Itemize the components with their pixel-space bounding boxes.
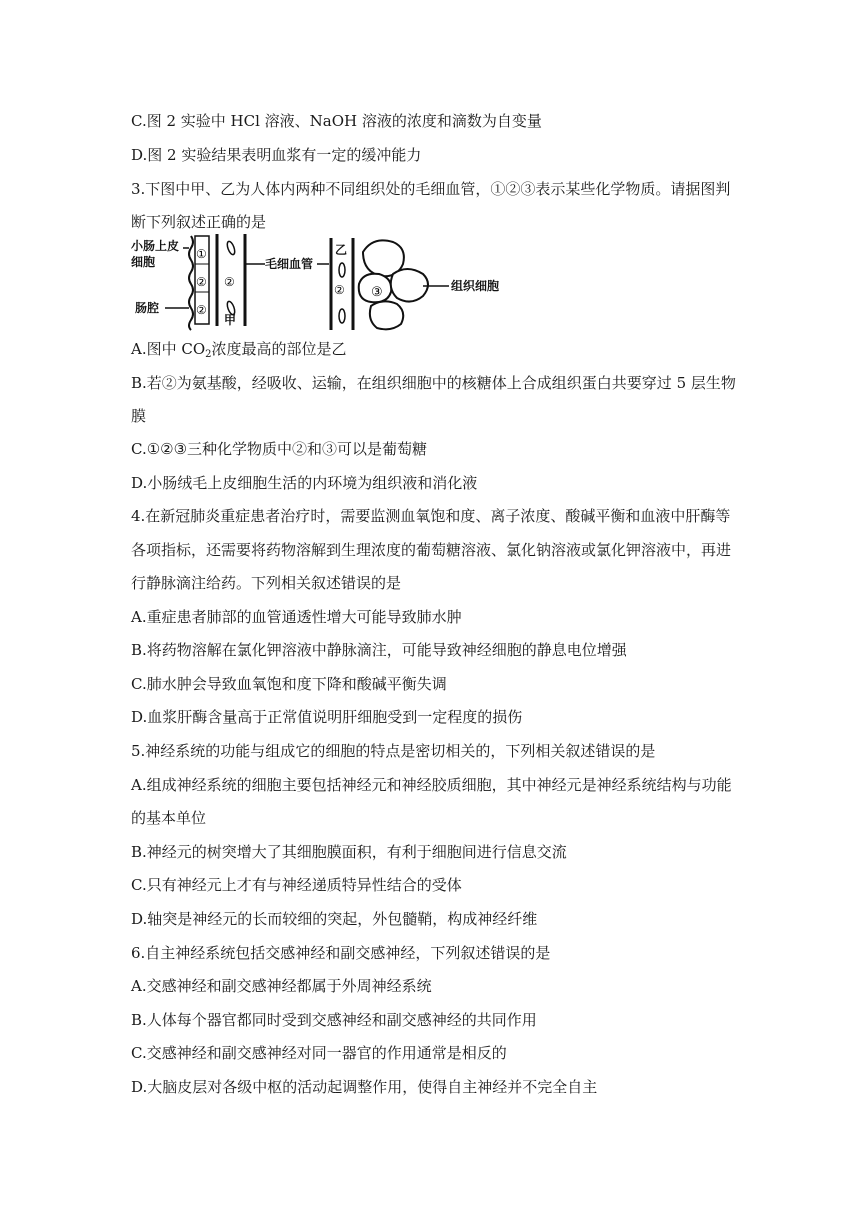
q3-option-b-line1: B.若②为氨基酸，经吸收、运输，在组织细胞中的核糖体上合成组织蛋白共要穿过 5 层生物 — [131, 374, 736, 392]
diagram-mark-3-left-lower: ② — [196, 303, 207, 317]
q6-option-c: C.交感神经和副交感神经对同一器官的作用通常是相反的 — [131, 1044, 507, 1062]
diagram-mark-2-jia: ② — [224, 275, 235, 289]
q4-option-a: A.重症患者肺部的血管通透性增大可能导致肺水肿 — [131, 608, 462, 626]
q5-option-b: B.神经元的树突增大了其细胞膜面积，有利于细胞间进行信息交流 — [131, 843, 567, 861]
q3-option-b-line2: 膜 — [131, 407, 147, 425]
q6-stem: 6.自主神经系统包括交感神经和副交感神经，下列叙述错误的是 — [131, 944, 551, 962]
q4-stem-line1: 4.在新冠肺炎重症患者治疗时，需要监测血氧饱和度、离子浓度、酸碱平衡和血液中肝酶等 — [131, 507, 731, 525]
q4-stem-line3: 行静脉滴注给药。下列相关叙述错误的是 — [131, 574, 402, 592]
q6-option-a: A.交感神经和副交感神经都属于外周神经系统 — [131, 977, 432, 995]
diagram-label-capillary: 毛细血管 — [265, 257, 314, 271]
q5-option-a-line2: 的基本单位 — [131, 809, 207, 827]
diagram-mark-3: ③ — [371, 285, 383, 300]
q5-option-d: D.轴突是神经元的长而较细的突起，外包髓鞘，构成神经纤维 — [131, 910, 538, 928]
diagram-mark-2-left: ② — [196, 275, 207, 289]
q3-option-a: A.图中 $CO_2$浓度最高的部位是乙 — [131, 340, 347, 360]
q5-stem: 5.神经系统的功能与组成它的细胞的特点是密切相关的，下列相关叙述错误的是 — [131, 742, 656, 760]
q3-stem-line1: 3.下图中甲、乙为人体内两种不同组织处的毛细血管，①②③表示某些化学物质。请据图判 — [131, 180, 731, 198]
q3-option-d: D.小肠绒毛上皮细胞生活的内环境为组织液和消化液 — [131, 474, 478, 492]
q5-option-c: C.只有神经元上才有与神经递质特异性结合的受体 — [131, 876, 462, 894]
diagram-label-gut-lumen: 肠腔 — [135, 301, 160, 315]
q4-option-d: D.血浆肝酶含量高于正常值说明肝细胞受到一定程度的损伤 — [131, 708, 523, 726]
q3-option-c: C.①②③三种化学物质中②和③可以是葡萄糖 — [131, 440, 428, 458]
q2-option-c: C.图 2 实验中 HCl 溶液、NaOH 溶液的浓度和滴数为自变量 — [131, 112, 542, 130]
q5-option-a-line1: A.组成神经系统的细胞主要包括神经元和神经胶质细胞，其中神经元是神经系统结构与功能 — [131, 776, 732, 794]
q3-stem-line2: 断下列叙述正确的是 — [131, 213, 267, 231]
q4-option-b: B.将药物溶解在氯化钾溶液中静脉滴注，可能导致神经细胞的静息电位增强 — [131, 641, 627, 659]
q2-option-d: D.图 2 实验结果表明血浆有一定的缓冲能力 — [131, 146, 422, 164]
diagram-label-jia: 甲 — [224, 313, 237, 327]
diagram-mark-2-yi: ② — [334, 283, 345, 297]
diagram-label-intestine-cell-2: 细胞 — [131, 255, 156, 269]
q4-stem-line2: 各项指标，还需要将药物溶解到生理浓度的葡萄糖溶液、氯化钠溶液或氯化钾溶液中，再进 — [131, 541, 732, 559]
diagram-mark-1-left: ① — [196, 247, 207, 261]
q4-option-c: C.肺水肿会导致血氧饱和度下降和酸碱平衡失调 — [131, 675, 447, 693]
capillary-diagram — [131, 234, 511, 334]
diagram-label-tissue-cell: 组织细胞 — [451, 279, 500, 293]
diagram-label-intestine-cell-1: 小肠上皮 — [131, 239, 180, 253]
diagram-label-yi: 乙 — [335, 243, 348, 257]
q6-option-d: D.大脑皮层对各级中枢的活动起调整作用，使得自主神经并不完全自主 — [131, 1078, 598, 1096]
q6-option-b: B.人体每个器官都同时受到交感神经和副交感神经的共同作用 — [131, 1011, 537, 1029]
